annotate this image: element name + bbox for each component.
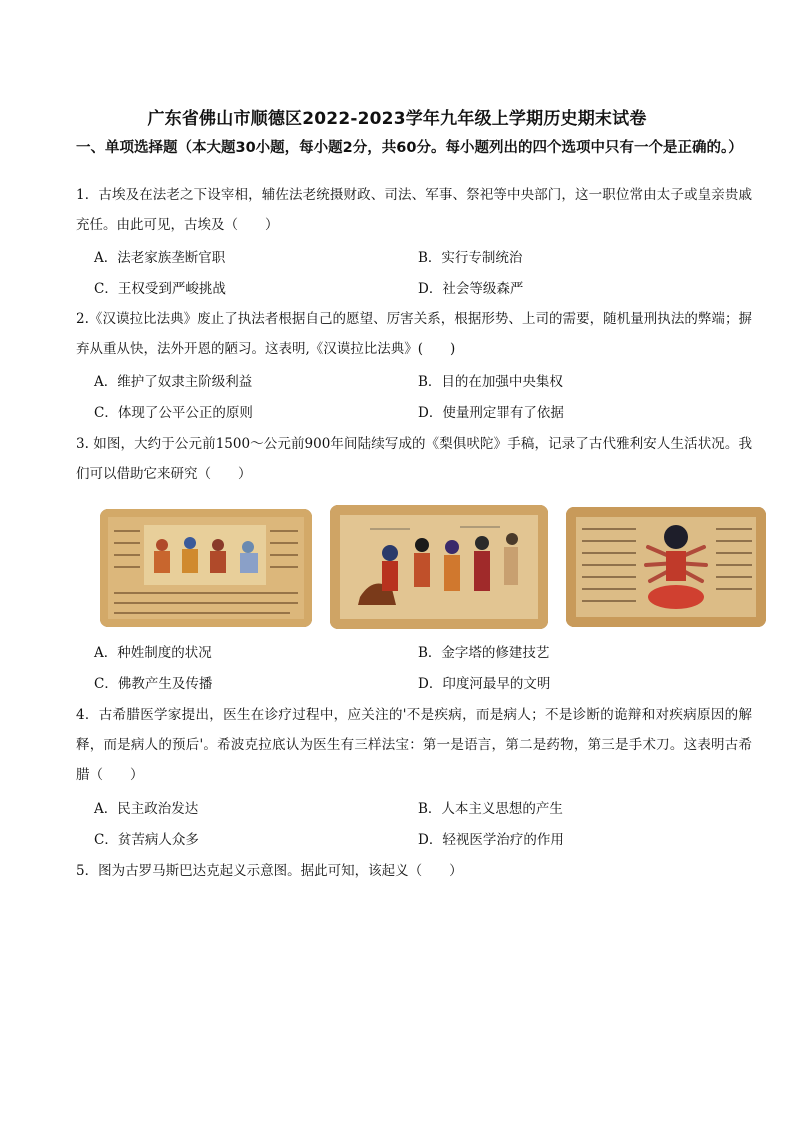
question-3-option-a: A．种姓制度的状况 — [94, 645, 212, 661]
rigveda-manuscript-images — [100, 505, 764, 631]
question-4-option-c: C．贫苦病人众多 — [94, 832, 199, 848]
question-3-option-d: D．印度河最早的文明 — [418, 676, 551, 692]
manuscript-image-2 — [330, 505, 548, 629]
question-1-option-d: D．社会等级森严 — [418, 281, 524, 297]
question-4-option-b: B．人本主义思想的产生 — [418, 801, 563, 817]
question-2-option-b: B．目的在加强中央集权 — [418, 374, 563, 390]
question-2-option-d: D．使量刑定罪有了依据 — [418, 405, 564, 421]
question-2-option-a: A．维护了奴隶主阶级利益 — [94, 374, 253, 390]
question-4-option-d: D．轻视医学治疗的作用 — [418, 832, 564, 848]
question-4-stem: 4．古希腊医学家提出，医生在诊疗过程中，应关注的'不是疾病，而是病人；不是诊断的诡辩和对疾病原因的解释，而是病人的预后'。希波克拉底认为医生有三样法宝：第一是语言，第二是药物，第三是手术刀。这表明古希腊（ ） — [76, 707, 752, 783]
question-3-stem: 3. 如图，大约于公元前1500～公元前900年间陆续写成的《梨俱吠陀》手稿，记录了古代雅利安人生活状况。我们可以借助它来研究（ ） — [76, 436, 752, 482]
section-heading: 一、单项选择题（本大题30小题，每小题2分，共60分。每小题列出的四个选项中只有一个是正确的。） — [76, 140, 743, 156]
question-3-option-c: C．佛教产生及传播 — [94, 676, 213, 692]
manuscript-image-3 — [566, 507, 766, 627]
manuscript-image-1 — [100, 509, 312, 627]
question-2-option-c: C．体现了公平公正的原则 — [94, 405, 253, 421]
exam-title: 广东省佛山市顺德区2022-2023学年九年级上学期历史期末试卷 — [147, 109, 647, 129]
question-1-stem: 1．古埃及在法老之下设宰相，辅佐法老统摄财政、司法、军事、祭祀等中央部门，这一职位常由太子或皇亲贵戚充任。由此可见，古埃及（ ） — [76, 187, 752, 233]
question-4-option-a: A．民主政治发达 — [94, 801, 199, 817]
question-5-stem: 5．图为古罗马斯巴达克起义示意图。据此可知，该起义（ ） — [76, 863, 463, 879]
question-1-option-a: A．法老家族垄断官职 — [94, 250, 226, 266]
question-1-option-c: C．王权受到严峻挑战 — [94, 281, 226, 297]
question-3-option-b: B．金字塔的修建技艺 — [418, 645, 550, 661]
question-1-option-b: B．实行专制统治 — [418, 250, 523, 266]
question-2-stem: 2.《汉谟拉比法典》废止了执法者根据自己的愿望、厉害关系，根据形势、上司的需要，随机量刑执法的弊端；摒弃从重从快，法外开恩的陋习。这表明,《汉谟拉比法典》( ) — [76, 311, 752, 357]
